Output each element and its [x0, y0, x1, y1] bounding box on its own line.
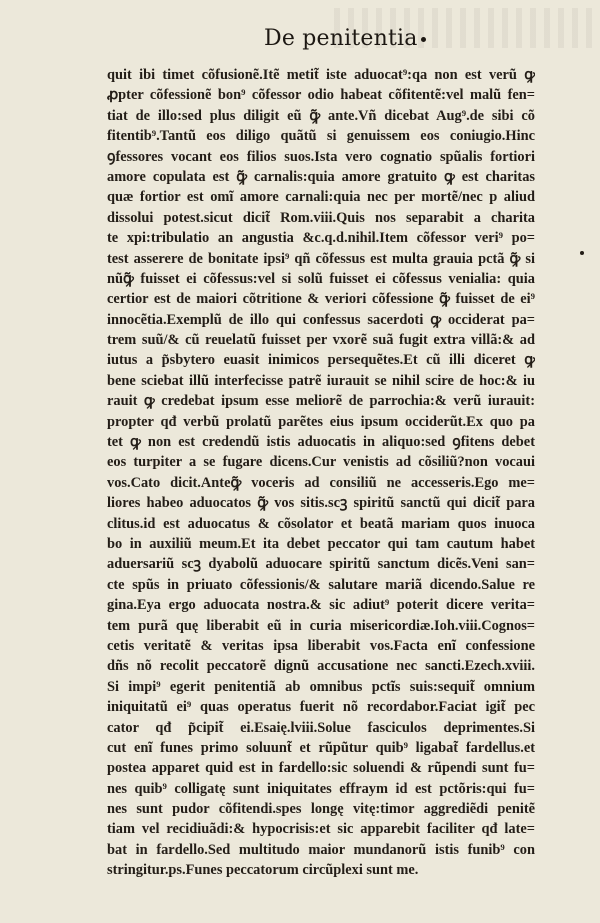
text-line: fitentib⁹.Tantũ eos diligo quãtũ si genuissem eos coniugio.Hinc	[107, 128, 535, 145]
text-line: certior est de maiori cõtritione & veriori cõfessione ꝙ̃ fuisset de ei⁹	[107, 291, 535, 308]
text-line: cut enĩ funes primo soluunt̃ et rũpũtur quib⁹ ligabat̃ fardellus.et	[107, 739, 535, 756]
text-line: te xpi:tribulatio an angustia &c.q.d.nihil.Item cõfessor veri⁹ po=	[107, 230, 535, 247]
text-line: iniquitatũ ei⁹ quas operatus fuerit nõ recordabor.Faciat igit̃ pec	[107, 699, 535, 716]
text-line: dñs nõ recolit peccatorẽ dignũ accusatione nec sancti.Ezech.xviii.	[107, 658, 535, 675]
text-line: iutus a p̃sbytero euasit inimicos persequẽtes.Et cũ illi diceret ꝙ	[107, 352, 535, 369]
text-line: bo in auxiliũ meum.Et ita debet peccator qui tam cautum habet	[107, 535, 535, 552]
text-line: propter qđ verbũ prolatũ parẽtes eius ipsum occiderũt.Ex quo pa	[107, 413, 535, 430]
text-line: trem suũ/& cũ reuelatũ fuisset per vxorẽ suã fugit extra villã:& ad	[107, 332, 535, 349]
text-line: nes sunt pudor cõfitendi.spes longę vitę:timor aggrediẽdi penitẽ	[107, 801, 535, 818]
text-line: eos turpiter a se fugare dicens.Cur venistis ad cõsiliũ?non vocaui	[107, 454, 535, 471]
text-line: quit ibi timet cõfusionẽ.Itẽ metit̃ iste aduocat⁹:qa non est verũ ꝙ	[107, 67, 535, 83]
text-line: vos.Cato dicit.Anteꝙ̃ voceris ad consiliũ ne accesseris.Ego me=	[107, 474, 535, 491]
running-header: De penitentia	[264, 26, 426, 52]
text-line: cator qđ p̃cipit̃ ei.Esaię.lviii.Solue fasciculos deprimentes.Si	[107, 719, 535, 736]
text-line: amore copulata est ꝙ̃ carnalis:quia amore gratuito ꝙ est charitas	[107, 168, 535, 185]
text-block	[107, 65, 535, 881]
text-line: cetis veritatẽ & veritas ipsa liberabit vos.Facta enĩ confessione	[107, 637, 535, 654]
text-line: rauit ꝙ credebat ipsum esse meliorẽ de parrochia:& verũ iurauit:	[107, 393, 535, 410]
text-line: nes quib⁹ colligatę sunt iniquitates effraym id est pctõris:qui fu=	[107, 780, 535, 797]
text-line: ꝯfessores vocant eos filios suos.Ista vero cognatio spũalis fortiori	[107, 148, 535, 165]
text-line: gina.Eya ergo aduocata nostra.& sic adiut⁹ poterit dicere verita=	[107, 597, 535, 614]
text-line: Si impi⁹ egerit penitentiã ab omnibus pctĩs suis:sequit̃ omnium	[107, 678, 535, 695]
text-line: innocẽtia.Exemplũ de illo qui confessus sacerdoti ꝙ occiderat pa=	[107, 311, 535, 328]
text-line: ꝓpter cõfessionẽ bon⁹ cõfessor odio habeat cõfitentẽ:vel malũ fen=	[107, 87, 535, 104]
margin-mark	[580, 251, 584, 255]
text-line: quæ fortior est omĩ amore carnali:quia nec per mortẽ/nec p aliud	[107, 189, 535, 206]
text-line: tiat de illo:sed plus diligit eũ ꝙ̃ ante.Vñ dicebat Aug⁹.de sibi cõ	[107, 107, 535, 124]
text-line: bene sciebat illũ interfecisse patrẽ iurauit se nihil scire de hoc:& iu	[107, 372, 535, 389]
text-line: stringitur.ps.Funes peccatorum circũplexi sunt me.	[107, 862, 419, 879]
text-line: tet ꝙ non est credendũ istis aduocatis in aliquo:sed ꝯfitens debet	[107, 434, 535, 451]
text-line: aduersariũ scꝫ dyabolũ aduocare spiritũ sanctum dicẽs.Veni san=	[107, 556, 535, 573]
text-line: cte spũs in priuato cõfessionis/& salutare mariã dicendo.Salue re	[107, 576, 535, 593]
text-line: tiam vel recidiuãdi:& hypocrisis:et sic apparebit faciliter qđ late=	[107, 821, 535, 838]
text-line: nũꝙ̃ fuisset ei cõfessus:vel si solũ fuisset ei cõfessus venialia: quia	[107, 270, 535, 287]
text-line: test asserere de bonitate ipsi⁹ qñ cõfessus est multa grauia pctã ꝙ̃ si	[107, 250, 535, 267]
text-line: liores habeo aduocatos ꝙ̃ vos sitis.scꝫ spiritũ sanctũ qui dicit̃ para	[107, 495, 535, 512]
text-line: clitus.id est aduocatus & cõsolator et beatã mariam quos inuoca	[107, 515, 535, 532]
text-line: dissolui potest.sicut dicit̃ Rom.viii.Quis nos separabit a charita	[107, 209, 535, 226]
text-line: postea apparet quid est in fardello:sic soluendi & rũpendi sunt fu=	[107, 760, 535, 777]
text-line: bat in fardello.Sed multitudo maior mundanorũ istis funib⁹ con	[107, 841, 535, 858]
text-line: tem purã quę liberabit eũ in curia misericordiæ.Ioh.viii.Cognos=	[107, 617, 535, 634]
